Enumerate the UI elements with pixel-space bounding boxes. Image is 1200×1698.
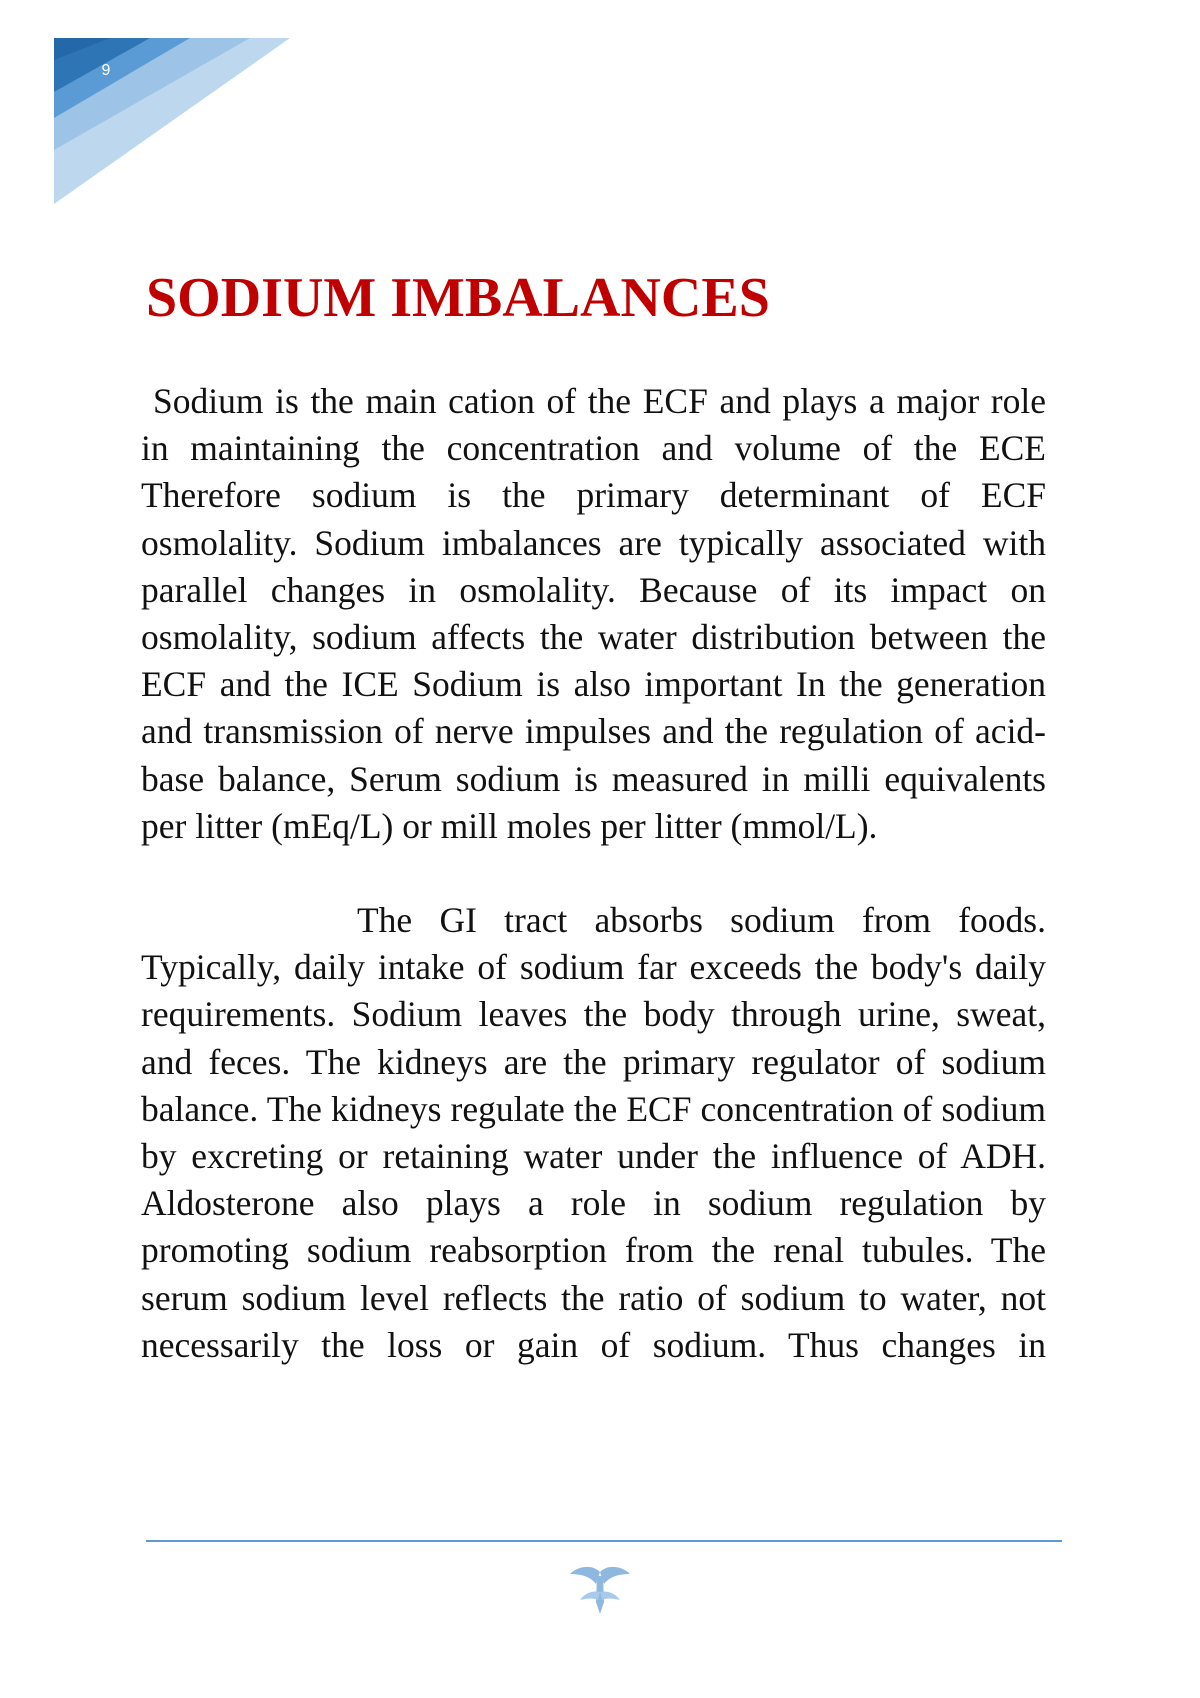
page-title: SODIUM IMBALANCES <box>146 267 770 329</box>
fleur-ornament-icon <box>564 1562 636 1618</box>
body-text <box>141 378 1046 1369</box>
paragraph: The GI tract absorbs sodium from foods. Typically, daily intake of sodium far exceeds the body's daily requirements. Sodium leaves the body through urine, sweat, and feces. The kidneys are the primary regulator of sodium balance. The kidneys regulate the ECF concentration of sodium by excreting or retaining water under the influence of ADH. Aldosterone also plays a role in sodium regulation by promoting sodium reabsorption from the renal tubules. The serum sodium level reflects the ratio of sodium to water, not necessarily the loss or gain of sodium. Thus changes in <box>141 900 1046 1365</box>
corner-decoration-icon <box>0 0 320 220</box>
paragraph: Sodium is the main cation of the ECF and plays a major role in maintaining the concentration and volume of the ECE Therefore sodium is the primary determinant of ECF osmolality. Sodium imbalances are typically associated with parallel changes in osmolality. Because of its impact on osmolality, sodium affects the water distribution between the ECF and the ICE Sodium is also important In the generation and transmission of nerve impulses and the regulation of acid-base balance, Serum sodium is measured in milli equivalents per litter (mEq/L) or mill moles per litter (mmol/L). <box>141 381 1046 846</box>
footer-divider <box>146 1540 1062 1542</box>
page-number: 9 <box>101 62 111 79</box>
